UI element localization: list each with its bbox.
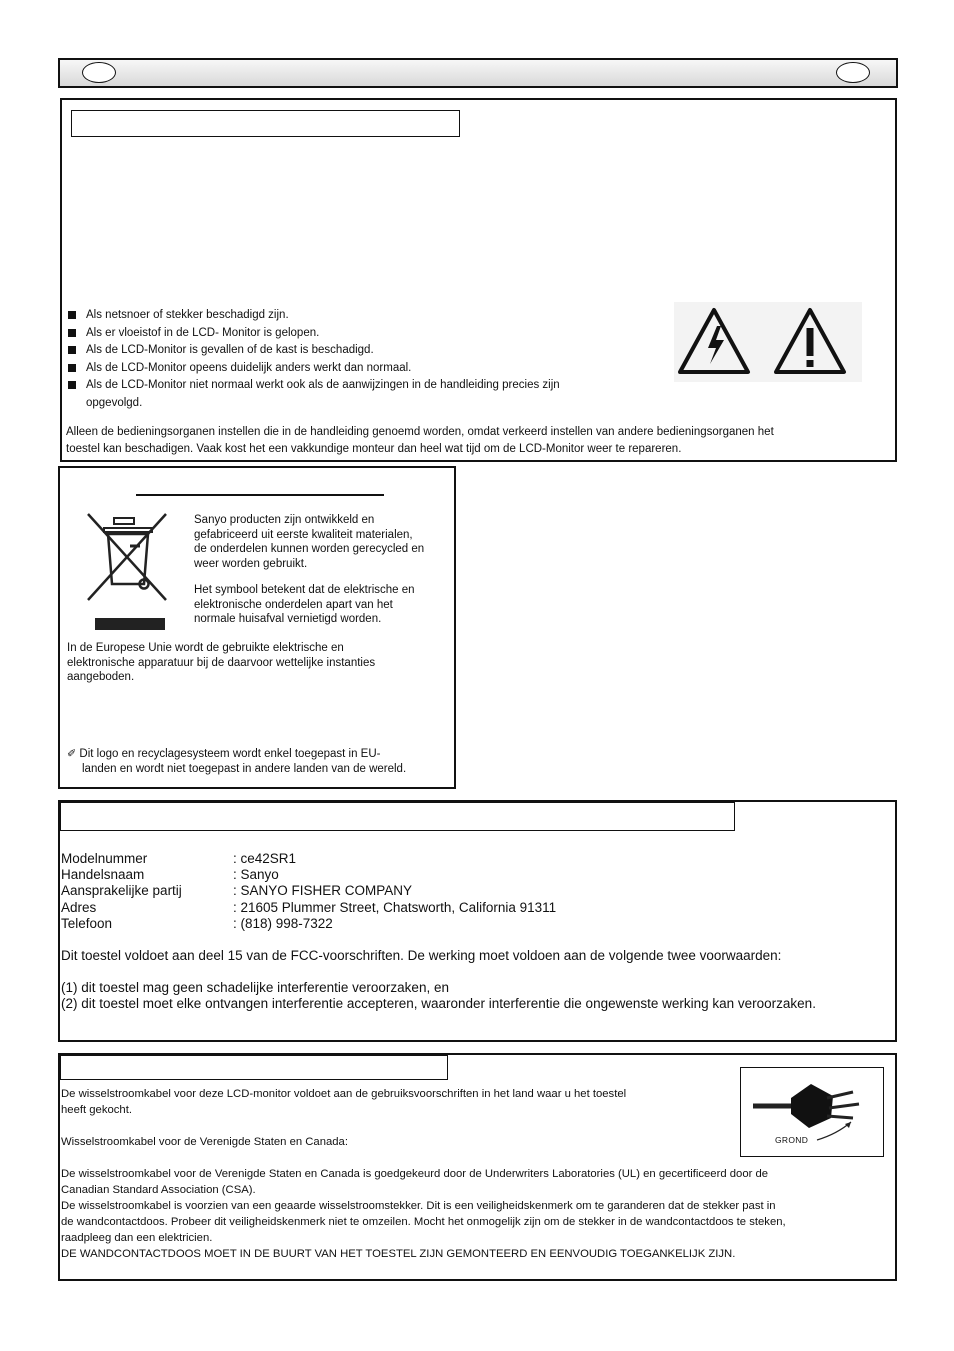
table-row: Aansprakelijke partij : SANYO FISHER COMPANY (61, 883, 413, 899)
recycling-text-3: In de Europese Unie wordt de gebruikte elektrische en elektronische apparatuur bij de daarvoor wettelijke instanties aangeboden. (67, 642, 376, 683)
power-cord-section (58, 1053, 897, 1281)
recycling-text-2: Het symbool betekent dat de elektrische en elektronische onderdelen apart van het normale huisafval vernietigd worden. (194, 584, 415, 625)
table-row: Telefoon : (818) 998-7322 (61, 915, 333, 931)
service-title-box (71, 110, 460, 137)
bullet-square-icon (68, 381, 76, 389)
fcc-info-table (61, 851, 881, 936)
fcc-condition-2: (2) dit toestel moet elke ontvangen interferentie accepteren, waaronder interferentie die ongewenste werking kan veroorzaken. (61, 996, 816, 1011)
service-note: Alleen de bedieningsorganen instellen die in de handleiding genoemd worden, omdat verkeerd instellen van andere bedieningsorganen het toestel kan beschadigen. Vaak kost het een vakkundige monteur dan heel wat tijd om de LCD-Monitor weer te repareren. (66, 426, 774, 455)
power-text-2: Wisselstroomkabel voor de Verenigde Staten en Canada: (61, 1136, 348, 1148)
grounded-plug-icon (741, 1068, 883, 1156)
bullet-square-icon (68, 311, 76, 319)
crossed-out-wheelie-bin-icon (82, 508, 172, 633)
table-row: Adres : 21605 Plummer Street, Chatsworth, California 91311 (61, 899, 557, 915)
language-badge-right (836, 62, 870, 83)
fcc-title-box (60, 802, 735, 831)
list-item: Als netsnoer of stekker beschadigd zijn. (68, 307, 668, 325)
service-section (60, 98, 897, 462)
recycling-section (58, 466, 456, 789)
bullet-square-icon (68, 329, 76, 337)
list-item: Als de LCD-Monitor niet normaal werkt ook als de aanwijzingen in de handleiding precies zijn (68, 377, 668, 395)
power-text-5: DE WANDCONTACTDOOS MOET IN DE BUURT VAN HET TOESTEL ZIJN GEMONTEERD EN EENVOUDIG TOEGANKELIJK ZIJN. (61, 1248, 736, 1260)
list-item: Als de LCD-Monitor opeens duidelijk anders werkt dan normaal. (68, 360, 668, 378)
fcc-section (58, 800, 897, 1042)
table-row: Handelsnaam : Sanyo (61, 867, 279, 883)
list-item-continuation: opgevolgd. (86, 396, 143, 409)
recycling-title-rule (136, 494, 384, 496)
recycling-footnote: ✐ Dit logo en recyclagesysteem wordt enkel toegepast in EU- landen en wordt niet toegepast in andere landen van de wereld. (67, 748, 407, 775)
list-item: Als er vloeistof in de LCD- Monitor is gelopen. (68, 325, 668, 343)
recycling-text-1: Sanyo producten zijn ontwikkeld en gefabriceerd uit eerste kwaliteit materialen, de onderdelen kunnen worden gerecycled en weer worden gebruikt. (194, 514, 425, 570)
language-badge-left (82, 62, 116, 83)
pencil-note-icon: ✐ (67, 748, 77, 760)
bullet-square-icon (68, 346, 76, 354)
lightning-warning-icon (674, 302, 862, 382)
bullet-square-icon (68, 364, 76, 372)
fcc-condition-1: (1) dit toestel mag geen schadelijke interferentie veroorzaken, en (61, 980, 449, 995)
power-title-box (60, 1055, 448, 1080)
service-bullet-list (68, 307, 668, 412)
plug-ground-label: GROND (775, 1135, 809, 1145)
warning-icons-panel (674, 302, 862, 382)
power-text-1: De wisselstroomkabel voor deze LCD-monitor voldoet aan de gebruiksvoorschriften in het land waar u het toestel heeft gekocht. (61, 1088, 627, 1116)
list-item: Als de LCD-Monitor is gevallen of de kast is beschadigd. (68, 342, 668, 360)
table-row: Modelnummer : ce42SR1 (61, 851, 297, 866)
fcc-statement: Dit toestel voldoet aan deel 15 van de FCC-voorschriften. De werking moet voldoen aan de volgende twee voorwaarden: (61, 948, 782, 963)
power-text-4: De wisselstroomkabel is voorzien van een geaarde wisselstroomstekker. Dit is een veiligheidskenmerk om te garanderen dat de stekker past in de wandcontactdoos. Probeer dit veiligheidskenmerk niet te omzeilen. Mocht het onmogelijk zijn om de stekker in de wandcontactdoos te steken, raadpleeg dan een elektricien. (61, 1200, 786, 1244)
power-text-3: De wisselstroomkabel voor de Verenigde Staten en Canada is goedgekeurd door de Underwriters Laboratories (UL) en gecertificeerd door de Canadian Standard Association (CSA). (61, 1168, 769, 1196)
page-header-bar (58, 58, 898, 88)
plug-illustration (740, 1067, 884, 1157)
